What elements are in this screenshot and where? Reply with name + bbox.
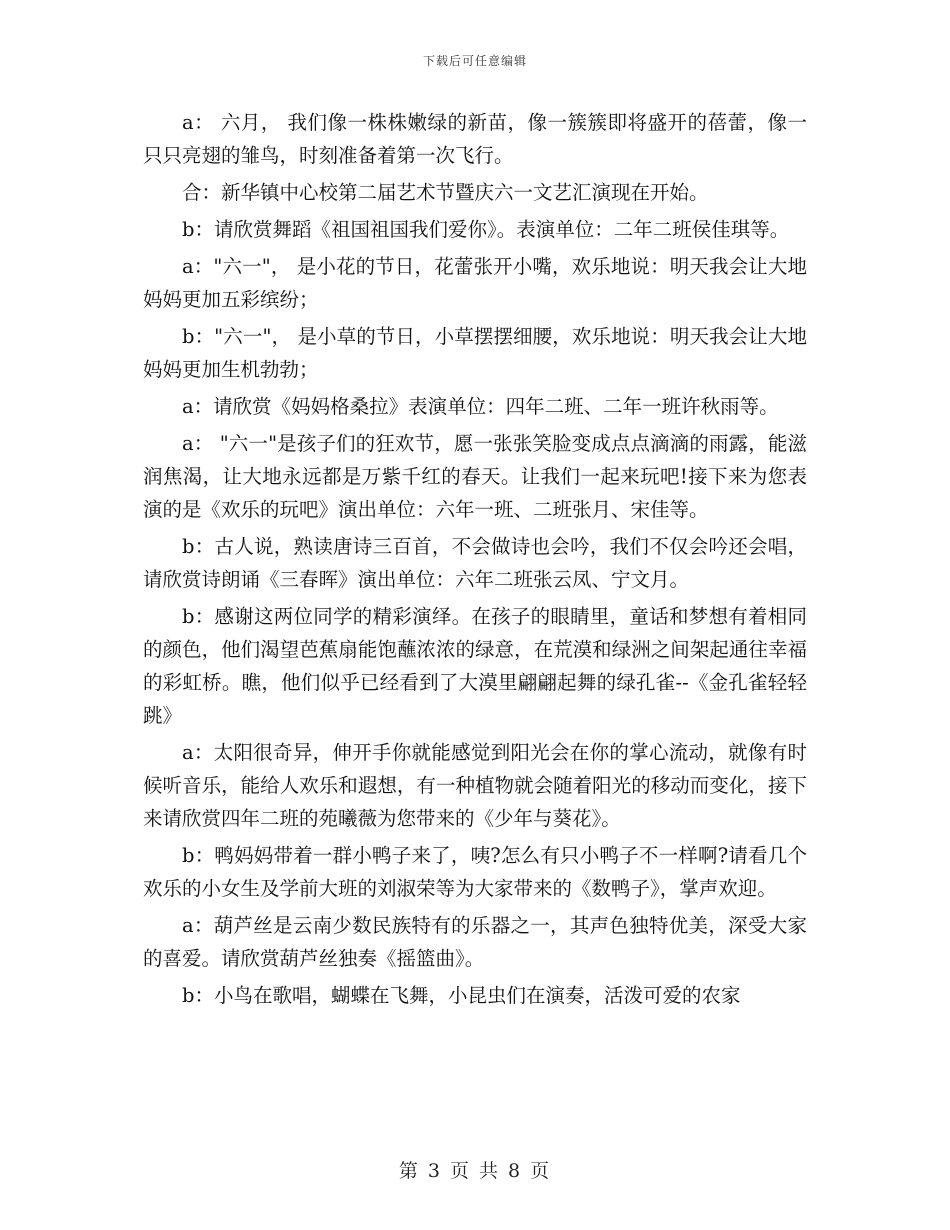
paragraph: b：感谢这两位同学的精彩演绎。在孩子的眼睛里，童话和梦想有着相同的颜色，他们渴望芭蕉扇能饱蘸浓浓的绿意，在荒漠和绿洲之间架起通往幸福的彩虹桥。瞧，他们似乎已经看到了大漠里翩翩起舞的绿孔雀--《金孔雀轻轻跳》 <box>143 605 807 727</box>
paragraph: b：古人说，熟读唐诗三百首，不会做诗也会吟，我们不仅会吟还会唱，请欣赏诗朗诵《三春晖》演出单位：六年二班张云凤、宁文月。 <box>143 535 807 591</box>
page-header: 下载后可任意编辑 <box>422 54 527 68</box>
paragraph: a："六一"， 是小花的节日，花蕾张开小嘴，欢乐地说：明天我会让大地妈妈更加五彩缤纷； <box>143 255 807 311</box>
paragraph: 合：新华镇中心校第二届艺术节暨庆六一文艺汇演现在开始。 <box>182 181 709 204</box>
page-number-footer: 第 3 页 共 8 页 <box>398 1160 552 1182</box>
paragraph: b：鸭妈妈带着一群小鸭子来了，咦?怎么有只小鸭子不一样啊?请看几个欢乐的小女生及学前大班的刘淑荣等为大家带来的《数鸭子》，掌声欢迎。 <box>143 844 807 900</box>
paragraph: a：葫芦丝是云南少数民族特有的乐器之一，其声色独特优美，深受大家的喜爱。请欣赏葫芦丝独奏《摇篮曲》。 <box>143 914 807 970</box>
paragraph: a： 六月， 我们像一株株嫩绿的新苗，像一簇簇即将盛开的蓓蕾，像一只只亮翅的雏鸟，时刻准备着第一次飞行。 <box>143 111 807 167</box>
paragraph: b：小鸟在歌唱，蝴蝶在飞舞，小昆虫们在演奏，活泼可爱的农家 <box>182 984 741 1007</box>
document-body <box>143 106 807 1016</box>
paragraph: a： "六一"是孩子们的狂欢节，愿一张张笑脸变成点点滴滴的雨露，能滋润焦渴，让大地永远都是万紫千红的春天。让我们一起来玩吧!接下来为您表演的是《欢乐的玩吧》演出单位：六年一班、二班张月、宋佳等。 <box>143 432 807 521</box>
paragraph: a：太阳很奇异，伸开手你就能感觉到阳光会在你的掌心流动，就像有时候听音乐，能给人欢乐和遐想，有一种植物就会随着阳光的移动而变化，接下来请欣赏四年二班的苑曦薇为您带来的《少年与葵花》。 <box>143 741 807 830</box>
paragraph: b："六一"， 是小草的节日，小草摆摆细腰，欢乐地说：明天我会让大地妈妈更加生机勃勃； <box>143 325 807 381</box>
paragraph: b：请欣赏舞蹈《祖国祖国我们爱你》。表演单位：二年二班侯佳琪等。 <box>182 218 790 241</box>
paragraph: a：请欣赏《妈妈格桑拉》表演单位：四年二班、二年一班许秋雨等。 <box>182 395 779 418</box>
